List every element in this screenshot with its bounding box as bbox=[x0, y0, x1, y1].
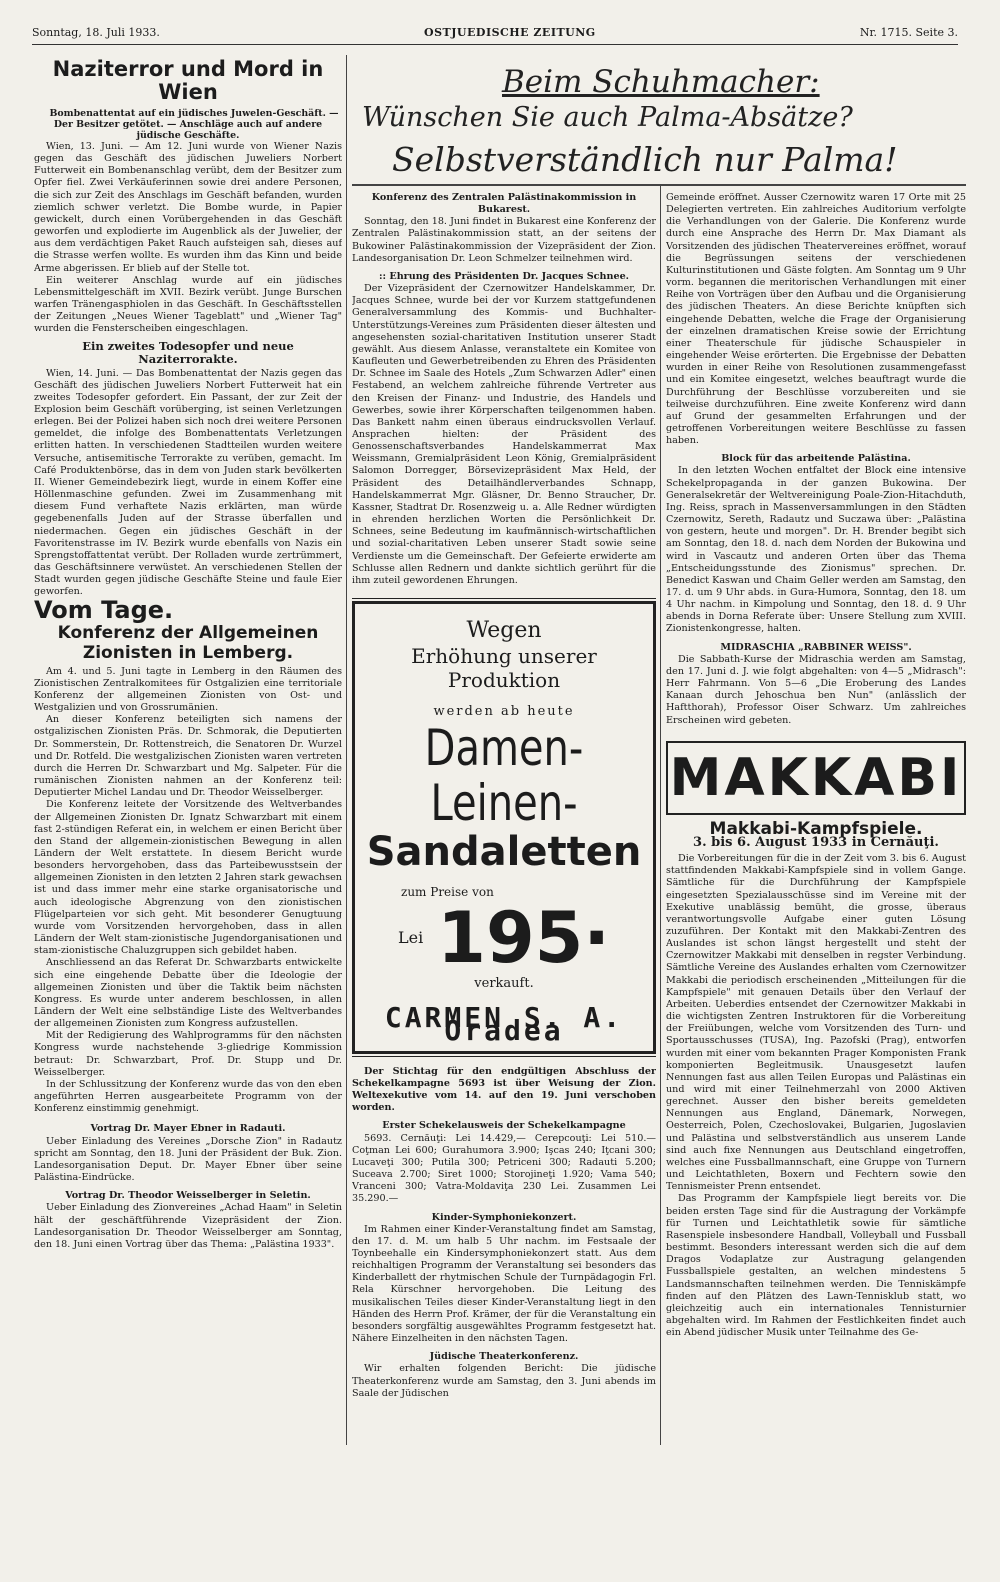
ad-werden-ab-heute: werden ab heute bbox=[433, 704, 575, 719]
article-paragraph: Sonntag, den 18. Juni findet in Bukarest eine Konferenz der Zentralen Palästinakommission statt, an der seitens der Bukowiner Palästinakommission der Vizepräsident der Zion. Landesorganisation Dr. Leon Schmelzer teilnehmen wird. bbox=[352, 216, 656, 264]
heading-vortrag-weisselberger: Vortrag Dr. Theodor Weisselberger in Seletin. bbox=[65, 1190, 311, 1202]
ad-erhoehung: Erhöhung unserer Produktion bbox=[411, 644, 597, 692]
column-rule-1 bbox=[346, 55, 347, 1445]
heading-theaterkonferenz: Jüdische Theaterkonferenz. bbox=[429, 1351, 579, 1363]
masthead bbox=[32, 26, 958, 45]
article-paragraph: In der Schlussitzung der Konferenz wurde das von den eben angeführten Herren ausgearbeitete Programm von der Konferenz einstimmig genehmigt. bbox=[34, 1078, 342, 1115]
masthead-date: Sonntag, 18. Juli 1933. bbox=[32, 26, 160, 39]
ad-sandaletten: Sandaletten bbox=[366, 829, 642, 876]
heading-vortrag-ebner: Vortrag Dr. Mayer Ebner in Radauti. bbox=[90, 1123, 286, 1135]
headline-naziterror: Naziterror und Mord in Wien bbox=[52, 58, 324, 104]
makkabi-logo-text: MAKKABI bbox=[669, 747, 963, 808]
heading-makkabi-kampfspiele: Makkabi-Kampfspiele. bbox=[709, 818, 923, 839]
heading-midraschia: MIDRASCHIA „RABBINER WEISS". bbox=[720, 641, 912, 653]
makkabi-logo-banner bbox=[666, 741, 966, 815]
article-paragraph: An dieser Konferenz beteiligten sich namens der ostgalizischen Zionisten Präs. Dr. Schmorak, die Deputierten Dr. Sommerstein, Dr. Rottenstreich, die Senatoren Dr. Wurzel und Dr. Rotfeld. Die westgalizischen Zionisten waren vertreten durch die Herren Dr. Schwarzbart und Mg. Salpeter. Für die rumänischen Zionisten nahmen an der Konferenz teil: Deputierter Michel Landau und Dr. Theodor Weisselberger. bbox=[34, 714, 342, 799]
article-paragraph: Der Vizepräsident der Czernowitzer Handelskammer, Dr. Jacques Schnee, wurde bei der vor Kurzem stattgefundenen Generalversammlung des Kommis- und Buchhalter-Unterstützungs-Vereines zum Präsidenten dieser ältesten und angesehensten sozial-charitativen Institution unserer Stadt gewählt. Aus diesem Anlasse, veranstaltete ein Komitee von Kaufleuten und Gewerbetreibenden zu Ehren des Präsidenten Dr. Schnee im Saale des Hotels „Zum Schwarzen Adler" einen Festabend, an welchem zahlreiche führende Vertreter aus den Kreisen der Finanz- und Industrie, des Handels und Gewerbes, sowie ihrer Körperschaften teilgenommen haben. Das Bankett nahm einen überaus eindrucksvollen Verlauf. Ansprachen hielten: der Präsident des Genossenschaftsverbandes Handelskammerrat Max Weissmann, Gremialpräsident Leon König, Gremialpräsident Salomon Dorregger, Börsevizepräsident Max Held, der Präsident des Detailhändlerverbandes Schnapp, Handelskammerrat Mgr. Gläsner, Dr. Benno Straucher, Dr. Kassner, Stadtrat Dr. Rosenzweig u. a. Alle Redner würdigten in ehrenden herzlichen Worten die Persönlichkeit Dr. Schnees, seine Bedeutung im kaufmännisch-wirtschaftlichen und sozial-charitativen Leben unserer Stadt sowie seine Verdienste um die Gemeinschaft. Der Gefeierte erwiderte am Schlusse allen Rednern und dankte sichtlich gerührt für die ihm zuteil gewordenen Ehrungen. bbox=[352, 283, 656, 586]
ad-company: CARMEN S. A. Oradea bbox=[384, 1001, 624, 1047]
ad-price: 195· bbox=[437, 897, 610, 980]
ad-verkauft: verkauft. bbox=[474, 976, 534, 992]
article-paragraph: Wien, 14. Juni. — Das Bombenattentat der Nazis gegen das Geschäft des jüdischen Juweliers Norbert Futterweit hat ein zweites Todesopfer gefordert. Ein Passant, der zur Zeit der Explosion beim Geschäft vorüberging, ist seinen Verletzungen erlegen. Bei der Polizei haben sich noch drei weitere Personen gemeldet, die infolge des Bombenattentats Verletzungen erlitten hatten. In verschiedenen Stadtteilen wurden weitere Versuche, antisemitische Terrorakte zu verüben, gemacht. Im Café Produktenbörse, das in dem von Juden stark bevölkerten II. Wiener Gemeindebezirk liegt, wurde in einem Koffer eine Höllenmaschine gefunden. Zwei im Zusammenhang mit diesem Fund verhaftete Nazis erklärten, man würde gegebenenfalls Juden auf der Strasse überfallen und niedermachen. Gegen ein jüdisches Geschäft in der Favoritenstrasse im IV. Bezirk wurde ebenfalls von Nazis ein Sprengstoffattentat verübt. Der Rolladen wurde zertrümmert, das Geschäftsinnere verwüstet. An verschiedenen Stellen der Stadt wurden gegen jüdische Geschäfte Steine und faule Eier geworfen. bbox=[34, 367, 342, 598]
article-paragraph: Die Vorbereitungen für die in der Zeit vom 3. bis 6. August stattfindenden Makkabi-Kampfspiele sind in vollem Gange. Sämtliche für die Durchführung der Kampfspiele eingesetzten Spezialausschüsse sind im Vereine mit der Exekutive unablässig bemüht, die grosse, überaus verantwortungsvolle Aufgabe einer guten Lösung zuzuführen. Der Kontakt mit den Makkabi-Zentren des Auslandes ist schon längst hergestellt und steht der Czernowitzer Makkabi mit denselben in regster Verbindung. Sämtliche Vereine des Auslandes erhalten vom Czernowitzer Makkabi die periodisch erscheinenden „Mitteilungen für die Kampfspiele" mit genauen Details über den Verlauf der Arbeiten. Ueberdies entsendet der Czernowitzer Makkabi in die wichtigsten Zentren Instruktoren für die Vorbereitung der Freiübungen, welche vom Vorsitzenden des Turn- und Sportausschusses (TUSA), Ing. Pazofski (Prag), entworfen wurden mit einer vom bekannten Prager Komponisten Frank komponierten Begleitmusik. Unausgesetzt laufen Nennungen fast aus allen Teilen Europas und Palästinas ein und wird mit einer Teilnehmerzahl von 2000 Aktiven gerechnet. Ausser den bisher bereits gemeldeten Nennungen aus England, Dänemark, Norwegen, Oesterreich, Polen, Czechoslovakei, Bulgarien, Jugoslavien und Palästina und selbstverständlich aus unserem Lande sind auch fixe Nennungen aus Deutschland eingetroffen, welches eine Fussballmannschaft, eine Gruppe von Turnern und Leichtathleten, Boxern und Fechtern sowie den Tennismeister Prenn entsendet. bbox=[666, 853, 966, 1193]
article-paragraph: Die Konferenz leitete der Vorsitzende des Weltverbandes der Allgemeinen Zionisten Dr. Ignatz Schwarzbart mit einem fast 2-stündigen Referat ein, in welchem er einen Bericht über den Stand der allgemein-zionistischen Bewegung in allen Ländern der Welt erstattete. In diesem Bericht wurde besonders hervorgehoben, dass das Parteibewusstsein der allgemeinen Zionisten in den letzten 2 Jahren stark gewachsen ist und dass immer mehr eine starke organisatorische und auch ideologische Abgrenzung von den zionistischen Flügelparteien vor sich geht. Mit besonderer Genugtuung wurde vom Vorsitzenden hervorgehoben, dass in allen Ländern der Welt stam-zionistische Jugendorganisationen und stam-zionistische Chaluzgruppen sich gebildet haben. bbox=[34, 799, 342, 957]
article-paragraph: In den letzten Wochen entfaltet der Block eine intensive Schekelpropaganda in der ganzen Bukowina. Der Generalsekretär der Weltvereinigung Poale-Zion-Hitachduth, Ing. Reiss, sprach in Massenversammlungen in den Städten Czernowitz, Sereth, Radautz und Suczawa über: „Palästina von gestern, heute und morgen". Dr. H. Brender begibt sich am Sonntag, den 18. d. nach dem Norden der Bukowina und wird in Vascautz und anderen Orten über das Thema „Entscheidungsstunde des Zionismus" sprechen. Dr. Benedict Kaswan und Chaim Geller werden am Samstag, den 17. d. um 9 Uhr abds. in Gura-Humora, Sonntag, den 18. um 4 Uhr nachm. in Kimpolung und Sonntag, den 18. d. 9 Uhr abends in Dorna Referate über: Unsere Stellung zum XVIII. Zionistenkongresse, halten. bbox=[666, 465, 966, 635]
section-vom-tage: Vom Tage. bbox=[34, 596, 174, 625]
ad-banner-rule bbox=[352, 184, 966, 186]
palma-handwritten-ad bbox=[352, 58, 962, 180]
ad-wegen: Wegen bbox=[466, 618, 542, 643]
palma-line-2: Wünschen Sie auch Palma-Absätze? bbox=[362, 102, 853, 133]
heading-bukarest: Konferenz des Zentralen Palästinakommission in Bukarest. bbox=[371, 192, 637, 216]
article-paragraph: Im Rahmen einer Kinder-Veranstaltung findet am Samstag, den 17. d. M. um halb 5 Uhr nachm. im Festsaale der Toynbeehalle ein Kindersymphoniekonzert statt. Aus dem reichhaltigen Programm der Veranstaltung sei besonders das Kinderballett der rhytmischen Schule der Turnpädagogin Frl. Rela Kürschner hervorgehoben. Die Leitung des musikalischen Teiles dieser Kinder-Veranstaltung liegt in den Händen des Herrn Prof. Krämer, der für die Veranstaltung ein besonders sorgfältig ausgewähltes Programm festgesetzt hat. Nähere Einzelheiten in den nächsten Tagen. bbox=[352, 1223, 656, 1345]
masthead-issue: Nr. 1715. Seite 3. bbox=[859, 26, 958, 39]
heading-ehrung-schnee: :: Ehrung des Präsidenten Dr. Jacques Schnee. bbox=[378, 270, 630, 282]
heading-block-palaestina: Block für das arbeitende Palästina. bbox=[721, 453, 911, 465]
ad-zum-preise: zum Preise von bbox=[401, 885, 494, 900]
headline-konferenz-lemberg: Konferenz der Allgemeinen Zionisten in Lemberg. bbox=[57, 622, 319, 663]
article-paragraph: Gemeinde eröffnet. Ausser Czernowitz waren 17 Orte mit 25 Delegierten vertreten. Ein zahlreiches Auditorium verfolgte die Verhandlungen von der Galerie. Die Konferenz wurde durch eine Ansprache des Herrn Dr. Max Diamant als Vorsitzenden des jüdischen Theatervereines eröffnet, worauf die Begrüssungen seitens der verschiedenen Kulturinstitutionen und Gäste folgten. Am Sonntag um 9 Uhr vorm. begannen die meritorischen Verhandlungen mit einer Reihe von Vorträgen über den Aufbau und die Organisierung des jüdischen Theaters. An diese Berichte knüpften sich eingehende Debatten, welche die Frage der Organisierung der einzelnen dramatischen Kreise sowie der Errichtung einer Theaterschule für jüdische Schauspieler in eingehender Weise erörterten. Die Ergebnisse der Debatten wurden in einer Reihe von Resolutionen zusammengefasst und ein Komitee eingesetzt, welches beauftragt wurde die Durchführung der Beschlüsse vorzubereiten und sie teilweise durchzuführen. Eine zweite Konferenz wird dann auf Grund der gesammelten Erfahrungen und der getroffenen Vorbereitungen weitere Beschlüsse zu fassen haben. bbox=[666, 192, 966, 447]
article-paragraph: Am 4. und 5. Juni tagte in Lemberg in den Räumen des Zionistischen Zentralkomitees für Ostgalizien eine territoriale Konferenz der allgemeinen Zionisten von Ost- und Westgalizien und von Grossrumänien. bbox=[34, 665, 342, 714]
column-1 bbox=[34, 58, 342, 1448]
article-paragraph-stichtag: Der Stichtag für den endgültigen Abschluss der Schekelkampagne 5693 ist über Weisung der Zion. Weltexekutive vom 14. auf den 19. Juni verschoben worden. bbox=[352, 1065, 656, 1114]
article-paragraph: Ueber Einladung des Vereines „Dorsche Zion" in Radautz spricht am Sonntag, den 18. Juni der Präsident der Buk. Zion. Landesorganisation Deput. Dr. Mayer Ebner über seine Palästina-Eindrücke. bbox=[34, 1135, 342, 1184]
makkabi-date: 3. bis 6. August 1933 in Cernăuţi. bbox=[693, 834, 939, 850]
deck-naziterror: Bombenattentat auf ein jüdisches Juwelen-Geschäft. — Der Besitzer getötet. — Anschläge auch auf andere jüdische Geschäfte. bbox=[49, 108, 339, 141]
subheading-todesopfer: Ein zweites Todesopfer und neue Naziterrorakte. bbox=[82, 338, 294, 366]
ad-price-row bbox=[361, 897, 647, 980]
palma-line-1: Beim Schuhmacher: bbox=[502, 64, 820, 100]
ad-damen-leinen: Damen-Leinen- bbox=[424, 719, 584, 833]
article-paragraph: Mit der Redigierung des Wahlprogramms für den nächsten Kongress wurde nachstehende 3-gliedrige Kommission betraut: Dr. Schwarzbart, Prof. Dr. Stupp und Dr. Weisselberger. bbox=[34, 1030, 342, 1078]
column-2 bbox=[352, 192, 656, 1582]
article-paragraph: 5693. Cernăuţi: Lei 14.429,— Cerepcouţi: Lei 510.— Coţman Lei 600; Gurahumora 3.900; Işcas 240; Iţcani 300; Lucaveţi 300; Putila 300; Petriceni 300; Radauti 5.200; Suceava 2.700; Siret 1000; Storojineţi 1.920; Vama 540; Vranceni 300; Vatra-Moldaviţa 230 Lei. Zusammen Lei 35.290.— bbox=[352, 1132, 656, 1205]
article-paragraph: Die Sabbath-Kurse der Midraschia werden am Samstag, den 17. Juni d. J. wie folgt abgehalten: von 4—5 „Midrasch": Herr Fahrmann. Von 5—6 „Die Eroberung des Landes Kanaan durch Jehoschua ben Nun" (anlässlich der Haftthorah), Professor Oiser Schwarz. Um zahlreiches Erscheinen wird gebeten. bbox=[666, 653, 966, 726]
article-paragraph: Ein weiterer Anschlag wurde auf ein jüdisches Lebensmittelgeschäft im XVII. Bezirk verübt. Junge Burschen warfen Tränengasphiolen in das Geschäft. In Geschäftsstellen der Zeitungen „Neues Wiener Tageblatt" und „Wiener Tag" wurden die Fensterscheiben eingeschlagen. bbox=[34, 274, 342, 335]
heading-schekelausweis: Erster Schekelausweis der Schekelkampagne bbox=[382, 1120, 626, 1132]
article-paragraph: Anschliessend an das Referat Dr. Schwarzbarts entwickelte sich eine eingehende Debatte über die Ideologie der allgemeinen Zionisten und über die Taktik beim nächsten Kongress. Es wurde unter anderem beschlossen, in allen Ländern der Welt eine selbständige Liste des Weltverbandes der allgemeinen Zionisten zum Kongress aufzustellen. bbox=[34, 957, 342, 1030]
ad-currency: Lei bbox=[398, 928, 424, 948]
column-rule-2 bbox=[660, 185, 661, 1445]
article-paragraph: Das Programm der Kampfspiele liegt bereits vor. Die beiden ersten Tage sind für die Austragung der Vorkämpfe für Turnen und Leichtathletik sowie für sämtliche Rasenspiele insbesondere Handball, Volleyball und Fussball bestimmt. Besonders interessant werden sich die auf dem Dragos Vodaplatze zur Austragung gelangenden Fussballspiele gestalten, an welchen mindestens 5 Landsmannschaften teilnehmen werden. Die Tenniskämpfe finden auf den Plätzen des Lawn-Tennisklub statt, wo gleichzeitig auch ein internationales Tennisturnier abgehalten wird. Im Rahmen der Festlichkeiten findet auch ein Abend jüdischer Musik unter Teilnahme des Ge- bbox=[666, 1193, 966, 1339]
article-paragraph: Wien, 13. Juni. — Am 12. Juni wurde von Wiener Nazis gegen das Geschäft des jüdischen Juweliers Norbert Futterweit ein Bombenanschlag verübt, dem der Besitzer zum Opfer fiel. Zwei Verkäuferinnen sowie drei andere Personen, die sich zur Zeit des Anschlags im Geschäft befanden, wurden ziemlich schwer verletzt. Die Bombe wurde, in Papier gewickelt, durch einen Vorübergehenden in das Geschäft geworfen und explodierte im Augenblick als der Juwelier, der aus dem verdächtigen Paket Rauch aufsteigen sah, dieses auf die Strasse werfen wollte. Es wurden ihm das Kinn und beide Arme abgerissen. Er blieb auf der Stelle tot. bbox=[34, 141, 342, 274]
column-3 bbox=[666, 192, 966, 1487]
carmen-sandaletten-ad bbox=[352, 601, 656, 1054]
article-paragraph: Ueber Einladung des Zionvereines „Achad Haam" in Seletin hält der geschäftführende Vizepräsident der Zion. Landesorganisation Dr. Theodor Weisselberger am Sonntag, den 18. Juni einen Vortrag über das Thema: „Palästina 1933". bbox=[34, 1202, 342, 1250]
palma-line-3: Selbstverständlich nur Palma! bbox=[392, 140, 898, 179]
heading-kinder-symphoniekonzert: Kinder-Symphoniekonzert. bbox=[431, 1211, 577, 1223]
article-paragraph: Wir erhalten folgenden Bericht: Die jüdische Theaterkonferenz wurde am Samstag, den 3. Juni abends im Saale der Jüdischen bbox=[352, 1363, 656, 1399]
masthead-title: OSTJUEDISCHE ZEITUNG bbox=[424, 26, 596, 39]
